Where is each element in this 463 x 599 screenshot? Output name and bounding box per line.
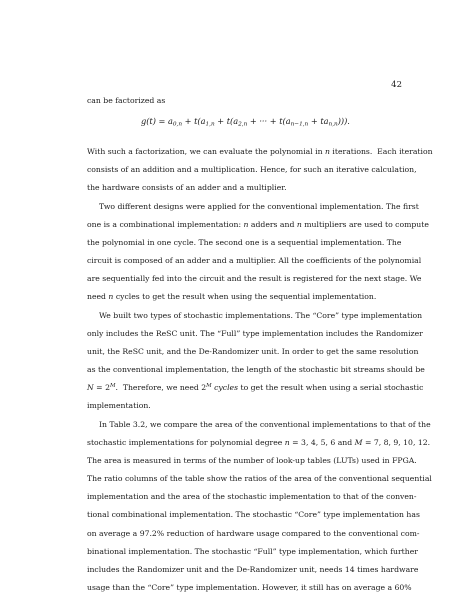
body-line: the polynomial in one cycle. The second one is a sequential implementation. The bbox=[87, 238, 402, 247]
body-line: tional combinational implementation. The stochastic “Core” type implementation has bbox=[87, 510, 420, 519]
paragraph-start-line: Two different designs were applied for the conventional implementation. The first bbox=[99, 202, 419, 211]
body-line: implementation. bbox=[87, 401, 151, 410]
display-equation: $g(t) = a_{0,n} + t(a_{1,n} + t(a_{2,n}$ + ··· + $t(a_{n-1,n} + ta_{n,n})$)). bbox=[141, 116, 350, 128]
body-line: $N = 2^M$. Therefore, we need $2^M$ cycles to get the result when using a serial stochastic bbox=[87, 383, 424, 392]
body-line: unit, the ReSC unit, and the De-Randomizer unit. In order to get the same resolution bbox=[87, 347, 419, 356]
body-line: one is a combinational implementation: n adders and n multipliers are used to compute bbox=[87, 220, 429, 229]
body-line: The area is measured in terms of the number of look-up tables (LUTs) used in FPGA. bbox=[87, 456, 417, 465]
body-line: usage than the “Core” type implementation. However, it still has on average a 60% bbox=[87, 583, 412, 592]
body-line: includes the Randomizer unit and the De-Randomizer unit, needs 14 times hardware bbox=[87, 565, 419, 574]
paragraph-start-line: We built two types of stochastic implementations. The “Core” type implementation bbox=[99, 311, 423, 320]
body-line: the hardware consists of an adder and a multiplier. bbox=[87, 183, 287, 192]
body-line: as the conventional implementation, the length of the stochastic bit streams should be bbox=[87, 365, 425, 374]
body-line: need n cycles to get the result when using the sequential implementation. bbox=[87, 292, 377, 301]
body-line: on average a 97.2% reduction of hardware usage compared to the conventional com- bbox=[87, 529, 420, 538]
body-line: binational implementation. The stochastic “Full” type implementation, which further bbox=[87, 547, 418, 556]
body-line: only includes the ReSC unit. The “Full” type implementation includes the Randomizer bbox=[87, 329, 423, 338]
body-line: consists of an addition and a multiplication. Hence, for such an iterative calculation, bbox=[87, 165, 417, 174]
body-line: circuit is composed of an adder and a multiplier. All the coefficients of the polynomial bbox=[87, 256, 422, 265]
body-line: implementation and the area of the stochastic implementation to that of the conven- bbox=[87, 492, 417, 501]
page-number: 42 bbox=[391, 80, 402, 90]
paragraph-start-line: In Table 3.2, we compare the area of the conventional implementations to that of the bbox=[99, 420, 431, 429]
body-line: stochastic implementations for polynomial degree n = 3, 4, 5, 6 and M = 7, 8, 9, 10, 12. bbox=[87, 438, 431, 447]
body-line: The ratio columns of the table show the ratios of the area of the conventional sequential bbox=[87, 474, 432, 483]
body-line: can be factorized as bbox=[87, 96, 166, 105]
body-line: are sequentially fed into the circuit and the result is registered for the next stage. We bbox=[87, 274, 422, 283]
body-line: With such a factorization, we can evaluate the polynomial in n iterations. Each iteration bbox=[87, 147, 433, 156]
